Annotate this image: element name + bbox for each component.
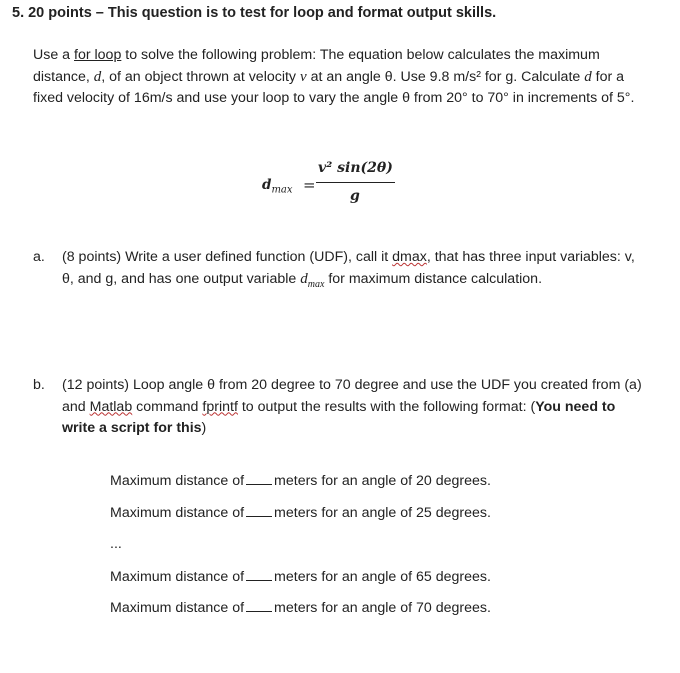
part-b-label: b. bbox=[33, 377, 45, 393]
for-loop-term: for loop bbox=[74, 47, 122, 63]
output-line-20: Maximum distance of meters for an angle of 20 degrees. bbox=[110, 473, 491, 489]
part-a bbox=[33, 247, 645, 291]
output-line-65: Maximum distance of meters for an angle of 65 degrees. bbox=[110, 569, 491, 585]
part-a-text: (8 points) Write a user defined function (UDF), call it dmax, that has three input variables: v, θ, and g, and has one output variable $d_{max}$ for maximum distance calculation. bbox=[62, 249, 635, 290]
output-line-70: Maximum distance of meters for an angle of 70 degrees. bbox=[110, 600, 491, 616]
question-intro: Use a for loop to solve the following problem: The equation below calculates the maximum distance, d, of an object thrown at velocity v at an angle θ. Use 9.8 m/s² for g. Calculate d for a fixed velocity of 16m/s and use your loop to vary the angle θ from 20° to 70° in increments of 5°. bbox=[33, 47, 635, 107]
output-ellipsis: ... bbox=[110, 536, 122, 552]
question-title: 5. 20 points – This question is to test for loop and format output skills. bbox=[12, 5, 497, 21]
part-a-label: a. bbox=[33, 249, 45, 265]
equation-lhs: $d_{max}$ bbox=[262, 177, 293, 196]
fraction-bar bbox=[316, 182, 395, 183]
distance-equation bbox=[262, 160, 402, 210]
part-b bbox=[33, 375, 645, 441]
equation-equals: = bbox=[303, 176, 316, 194]
output-line-25: Maximum distance of meters for an angle of 25 degrees. bbox=[110, 505, 491, 521]
part-b-text: (12 points) Loop angle θ from 20 degree to 70 degree and use the UDF you created from (a) and Matlab command fprintf to output the results with the following format: (You need to write a script for this) bbox=[62, 377, 642, 437]
equation-denominator: g bbox=[350, 188, 360, 204]
equation-numerator: v² sin(2θ) bbox=[318, 160, 393, 176]
